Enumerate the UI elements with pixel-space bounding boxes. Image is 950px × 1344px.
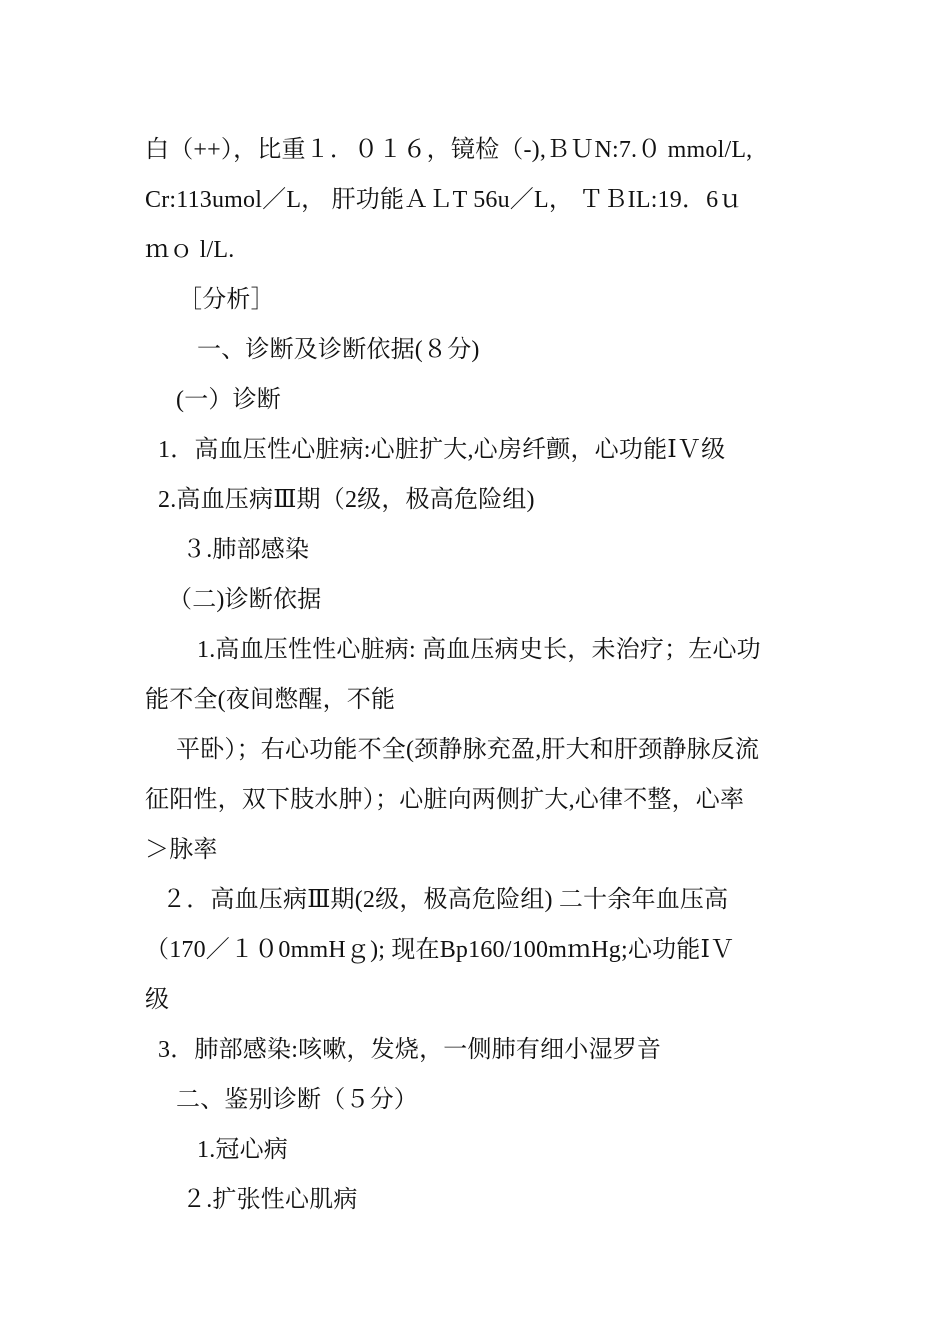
section-heading-diagnosis: 一、诊断及诊断依据(８分) xyxy=(197,337,480,363)
basis-item-1-line-4: 征阳性，双下肢水肿）；心脏向两侧扩大,心律不整，心率 xyxy=(145,787,745,813)
subheading-diagnosis: (一）诊断 xyxy=(176,387,281,413)
basis-item-2-line-2: （170／１０0mmHｇ); 现在Bp160/100mｍHg;心功能ⅠＶ xyxy=(145,937,735,963)
differential-item-1: 1.冠心病 xyxy=(197,1137,288,1163)
basis-item-2-line-3: 级 xyxy=(145,987,170,1013)
subheading-diagnosis-basis: （二)诊断依据 xyxy=(168,587,322,613)
section-heading-differential: 二、鉴别诊断（５分） xyxy=(176,1087,418,1113)
text-line-lab-results-1: 白（++），比重１．０１６，镜检（-),ＢＵN:7.０ mmol/L, xyxy=(145,137,753,163)
diagnosis-item-2: 2.高血压病Ⅲ期（2级，极高危险组) xyxy=(158,487,535,513)
diagnosis-item-1: 1．高血压性心脏病:心脏扩大,心房纤颤，心功能ⅠＶ级 xyxy=(158,437,726,463)
diagnosis-item-3: ３.肺部感染 xyxy=(182,537,310,563)
basis-item-1-line-1: 1.高血压性性心脏病: 高血压病史长，未治疗；左心功 xyxy=(197,637,761,663)
text-line-lab-results-3: ｍｏ l/L. xyxy=(145,237,235,263)
basis-item-1-line-3: 平卧）；右心功能不全(颈静脉充盈,肝大和肝颈静脉反流 xyxy=(176,737,760,763)
basis-item-3: 3．肺部感染:咳嗽，发烧，一侧肺有细小湿罗音 xyxy=(158,1037,662,1063)
differential-item-2: ２.扩张性心肌病 xyxy=(182,1187,358,1213)
basis-item-1-line-2: 能不全(夜间憋醒，不能 xyxy=(145,687,396,713)
text-line-lab-results-2: Cr:113umol／L， 肝功能ＡＬT 56u／L， ＴＢIL:19．6ｕ xyxy=(145,187,743,213)
basis-item-2-line-1: ２．高血压病Ⅲ期(2级，极高危险组) 二十余年血压高 xyxy=(162,887,729,913)
basis-item-1-line-5: ＞脉率 xyxy=(145,837,218,863)
section-heading-analysis: ［分析］ xyxy=(178,287,275,313)
